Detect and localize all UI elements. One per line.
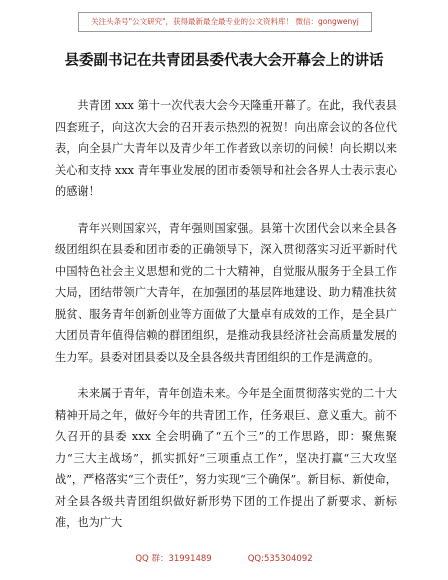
footer-contact (0, 552, 448, 564)
header-banner: 关注头条号"公文研究"，获得最新最全最专业的公文资料库！ 微信：gongwenyj (78, 12, 372, 32)
footer-qq-group: QQ 群：31991489 (135, 554, 212, 564)
document-title: 县委副书记在共青团县委代表大会开幕会上的讲话 (64, 53, 384, 69)
paragraph-3: 未来属于青年，青年创造未来。今年是全面贯彻落实党的二十大精神开局之年，做好今年的共青团工作，任务艰巨、意义重大。前不久召开的县委 xxx 全会明确了“五个三”的工作思路，即：聚焦聚力“三大主战场”，抓实抓好“三项重点工作”，坚决打赢“三大攻坚战”，严格落实“三个责任”，努力实现“三个确保”。新目标、新使命，对全县各级共青团组织做好新形势下团的工作提出了新要求、新标准，也为广大 (55, 387, 397, 529)
document-body (55, 95, 397, 549)
paragraph-1: 共青团 xxx 第十一次代表大会今天隆重开幕了。在此，我代表县四套班子，向这次大会的召开表示热烈的祝贺！向出席会议的各位代表，向全县广大青年以及青少年工作者致以亲切的问候！向长期以来关心和支持 xxx 青年事业发展的团市委领导和社会各界人士表示衷心的感谢！ (55, 99, 397, 198)
footer-qq: QQ:535304092 (247, 554, 313, 564)
paragraph-2: 青年兴则国家兴，青年强则国家强。县第十次团代会以来全县各级团组织在县委和团市委的正确领导下，深入贯彻落实习近平新时代中国特色社会主义思想和党的二十大精神，自觉服从服务于全县工作大局，团结带领广大青年，在加强团的基层阵地建设、助力精准扶贫脱贫、服务青年创新创业等方面做了大量卓有成效的工作，是全县广大团员青年值得信赖的群团组织，是推动我县经济社会高质量发展的生力军。县委对团县委以及全县各级共青团组织的工作是满意的。 (55, 221, 397, 364)
